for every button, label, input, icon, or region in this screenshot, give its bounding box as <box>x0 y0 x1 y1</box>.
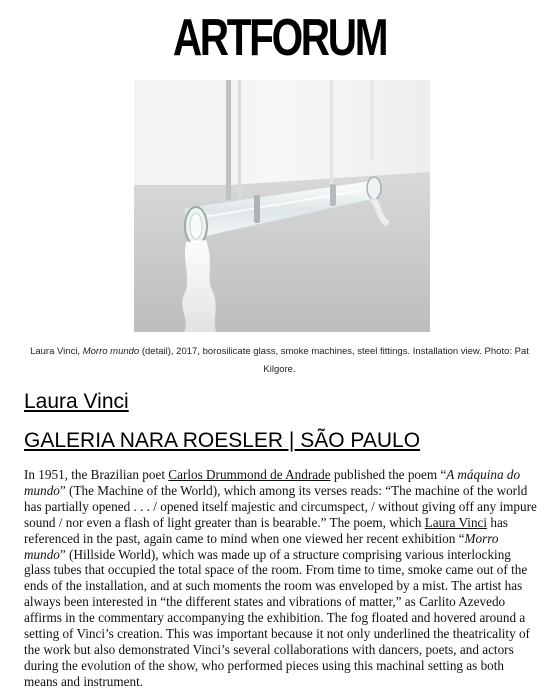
body-text-segment: ” (The Machine of the World), which among its verses reads: “The machine of the world has partially opened . . . / opened itself majestic and circumspect, / without giving off any impure sound / nor even a flash of light greater than is bearable.” The poem, which <box>24 482 537 530</box>
body-text-segment: ” (Hillside World), which was made up of a structure comprising various interlocking glass tubes that occupied the total space of the room. From time to time, smoke came out of the ends of the installation, and at such moments the room was enveloped by a mist. The artist has always been interested in “the different states and vibrations of matter,” as Carlito Azevedo affirms in the commentary accompanying the exhibition. The fog floated and hovered around a setting of Vinci’s creation. This was important because it not only underlined the theatricality of the work but also demonstrated Vinci’s several collaborations with dancers, poets, and actors during the evolution of the show, who performed pieces using this machinal setting as both means and instrument. <box>24 546 530 689</box>
poet-link[interactable]: Carlos Drummond de Andrade <box>168 467 331 482</box>
artforum-logo[interactable]: ARTFORUM <box>172 9 387 67</box>
artist-link[interactable]: Laura Vinci <box>424 514 488 530</box>
artist-name-link[interactable]: Laura Vinci <box>24 390 129 413</box>
body-text-segment: has referenced in the past, again came to mind when one viewed her recent exhibition “ <box>24 514 508 546</box>
poem-title: A máquina do mundo <box>24 467 521 498</box>
caption-details: (detail), 2017, borosilicate glass, smoke machines, steel fittings. Installation view. Photo: Pat Kilgore. <box>139 346 529 375</box>
gallery-name-link[interactable]: GALERIA NARA ROESLER | SÃO PAULO <box>24 429 421 452</box>
caption-artist: Laura Vinci, <box>30 346 83 357</box>
image-caption <box>14 343 545 379</box>
exhibition-title: Morro mundo <box>24 530 499 562</box>
article-body <box>24 467 538 690</box>
body-text-segment: published the poem “ <box>330 467 447 482</box>
caption-title: Morro mundo <box>82 346 140 357</box>
body-text-segment: In 1951, the Brazilian poet <box>24 467 169 482</box>
artwork-photo <box>134 80 430 332</box>
